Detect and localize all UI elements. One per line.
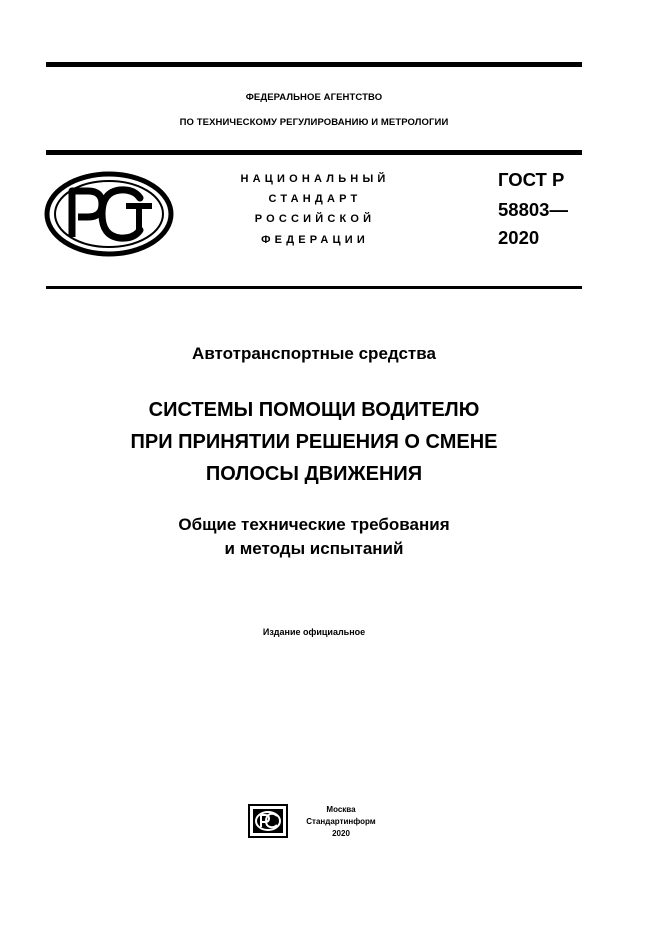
middle-rule — [46, 150, 582, 155]
document-title-line-2: ПРИ ПРИНЯТИИ РЕШЕНИЯ О СМЕНЕ — [130, 431, 498, 453]
document-subject: Автотранспортные средства — [192, 344, 436, 363]
gost-designation-line-1: ГОСТ Р — [498, 169, 565, 190]
document-subtitle-line-2: и методы испытаний — [224, 539, 404, 558]
national-line-4: ФЕДЕРАЦИИ — [261, 234, 369, 246]
document-title-line-1: СИСТЕМЫ ПОМОЩИ ВОДИТЕЛЮ — [148, 399, 480, 421]
national-line-2: СТАНДАРТ — [268, 193, 362, 205]
gost-designation-line-2: 58803— — [498, 199, 568, 220]
edition-label: Издание официальное — [262, 627, 366, 637]
agency-line-2: ПО ТЕХНИЧЕСКОМУ РЕГУЛИРОВАНИЮ И МЕТРОЛОГИИ — [179, 117, 449, 128]
document-subtitle-line-1: Общие технические требования — [178, 515, 450, 534]
national-line-1: НАЦИОНАЛЬНЫЙ — [240, 173, 390, 185]
gost-r-certification-mark-icon — [44, 171, 174, 257]
bottom-rule — [46, 286, 582, 289]
national-line-3: РОССИЙСКОЙ — [254, 213, 376, 225]
publisher-year: 2020 — [332, 829, 350, 838]
agency-line-1: ФЕДЕРАЛЬНОЕ АГЕНТСТВО — [245, 92, 383, 103]
standartinform-logo-icon — [248, 804, 288, 838]
gost-designation-line-3: 2020 — [498, 227, 540, 248]
document-title-line-3: ПОЛОСЫ ДВИЖЕНИЯ — [205, 463, 423, 485]
top-rule — [46, 62, 582, 67]
publisher-name: Стандартинформ — [306, 817, 376, 826]
publisher-city: Москва — [326, 805, 356, 814]
